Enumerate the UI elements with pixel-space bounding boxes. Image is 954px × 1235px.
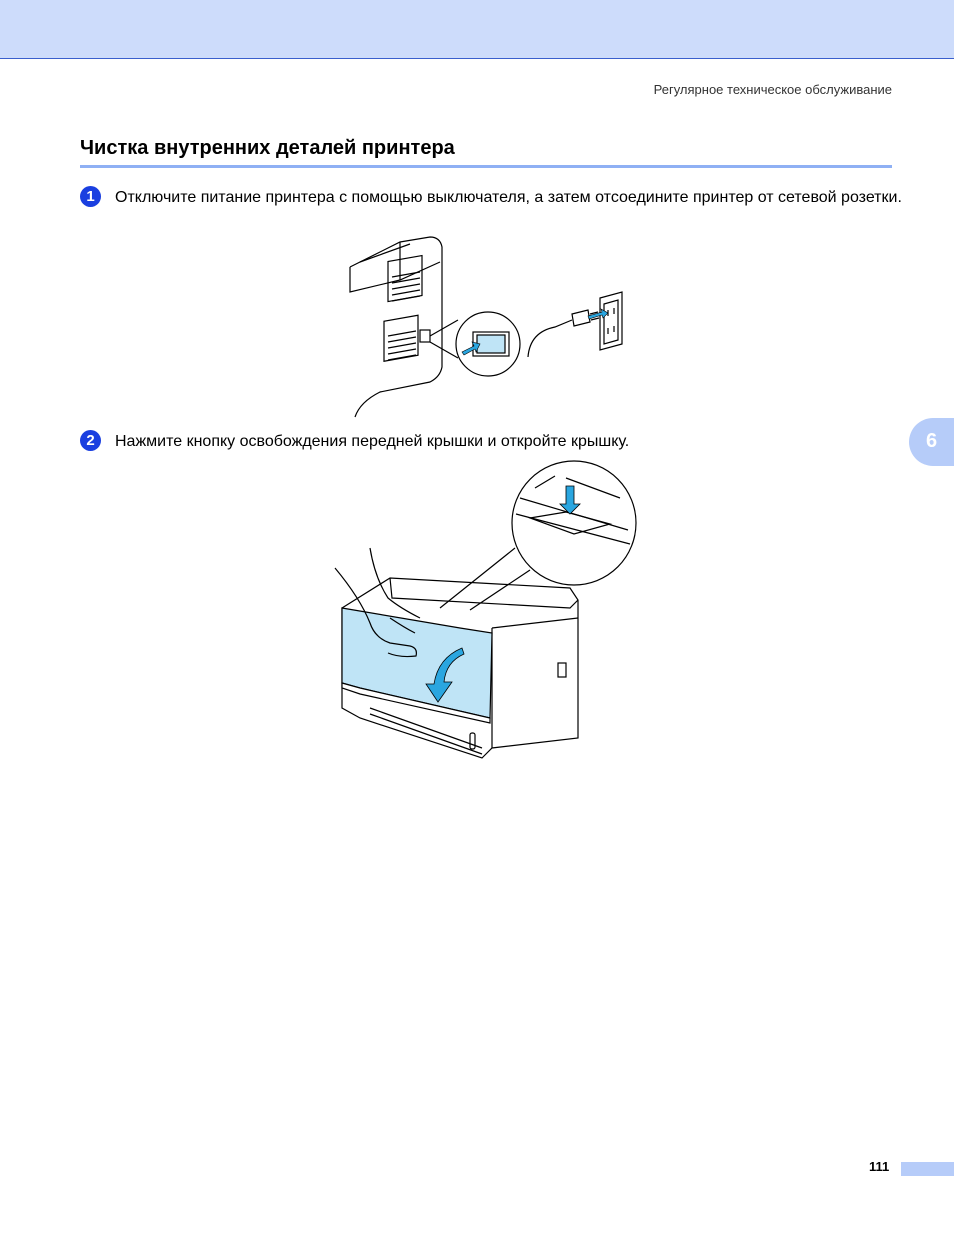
footer-bar	[901, 1162, 954, 1176]
chapter-tab-number: 6	[926, 430, 938, 452]
step-2-text: Нажмите кнопку освобождения передней крышки и откройте крышку.	[115, 433, 630, 450]
running-header: Регулярное техническое обслуживание	[653, 82, 892, 97]
step-2-badge: 2	[80, 430, 101, 451]
front-cover-illustration	[330, 458, 640, 763]
step-1-text: Отключите питание принтера с помощью выключателя, а затем отсоедините принтер от сетевой розетки.	[115, 189, 902, 206]
step-1-badge: 1	[80, 186, 101, 207]
chapter-tab	[909, 418, 954, 466]
page-number: 111	[869, 1159, 890, 1174]
power-off-illustration	[340, 232, 640, 422]
section-title: Чистка внутренних деталей принтера	[80, 137, 455, 159]
header-band	[0, 0, 954, 59]
title-underline	[80, 165, 892, 168]
